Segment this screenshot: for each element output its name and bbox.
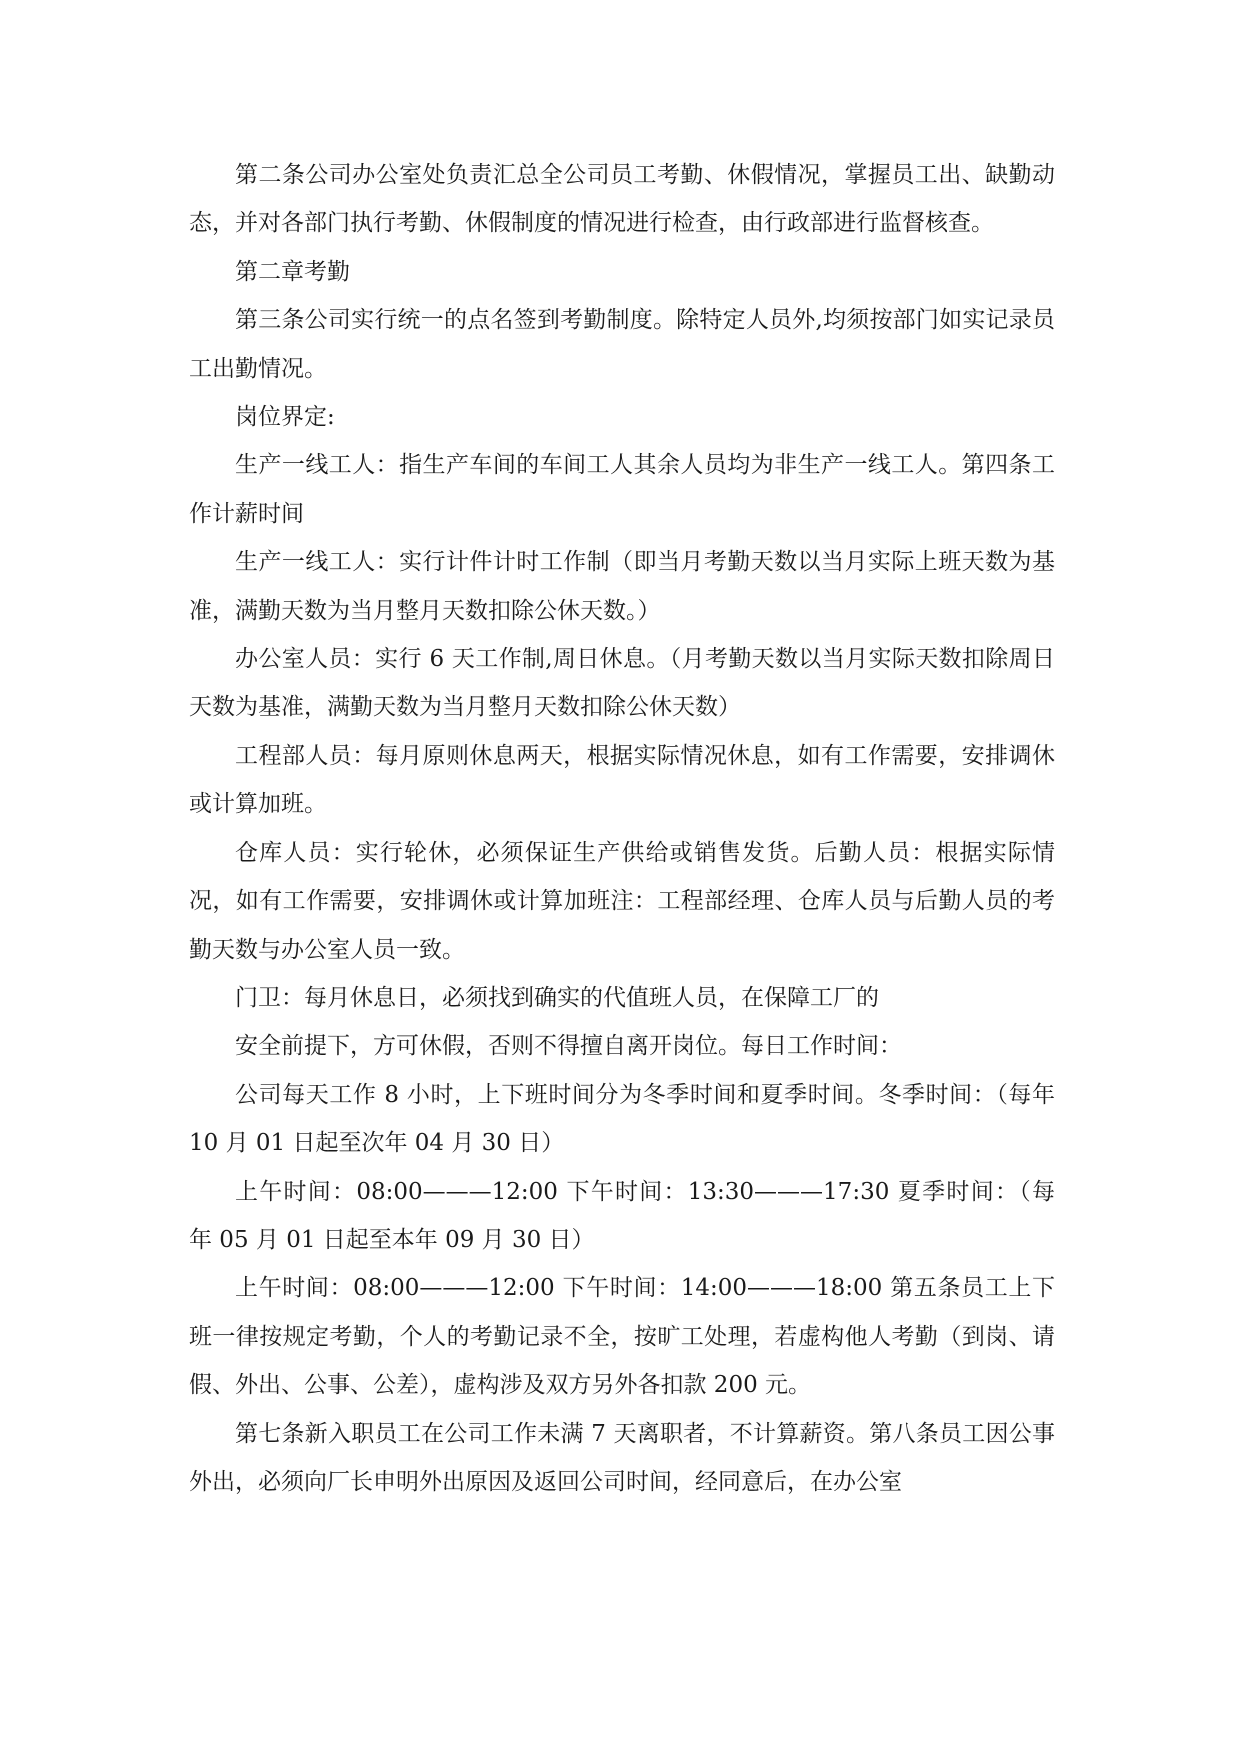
document-page [189,151,1055,1506]
paragraph-guard-continued: 安全前提下，方可休假，否则不得擅自离开岗位。每日工作时间： [235,1033,902,1060]
paragraph-article-2: 第二条公司办公室处负责汇总全公司员工考勤、休假情况，掌握员工出、缺勤动态，并对各部门执行考勤、休假制度的情况进行检查，由行政部进行监督核查。 [189,162,1055,237]
paragraph-position-definition: 岗位界定: [235,404,335,431]
paragraph-article-7-8: 第七条新入职员工在公司工作未满 7 天离职者，不计算薪资。第八条员工因公事外出，必须向厂长申明外出原因及返回公司时间，经同意后，在办公室 [189,1420,1055,1495]
paragraph-warehouse-logistics: 仓库人员：实行轮休，必须保证生产供给或销售发货。后勤人员：根据实际情况，如有工作需要，安排调休或计算加班注：工程部经理、仓库人员与后勤人员的考勤天数与办公室人员一致。 [189,839,1055,963]
paragraph-guard: 门卫：每月休息日，必须找到确实的代值班人员，在保障工厂的 [235,984,879,1011]
paragraph-production-workers-schedule: 生产一线工人：实行计件计时工作制（即当月考勤天数以当月实际上班天数为基准，满勤天数为当月整月天数扣除公休天数。） [189,549,1055,624]
paragraph-working-hours: 公司每天工作 8 小时，上下班时间分为冬季时间和夏季时间。冬季时间：（每年 10 月 01 日起至次年 04 月 30 日） [189,1081,1055,1157]
paragraph-winter-hours: 上午时间：08:00———12:00 下午时间：13:30———17:30 夏季时间：（每年 05 月 01 日起至本年 09 月 30 日） [189,1178,1055,1253]
paragraph-engineering-staff: 工程部人员：每月原则休息两天，根据实际情况休息，如有工作需要，安排调休或计算加班。 [189,742,1055,818]
paragraph-summer-hours-article-5: 上午时间：08:00———12:00 下午时间：14:00———18:00 第五条员工上下班一律按规定考勤，个人的考勤记录不全，按旷工处理，若虚构他人考勤（到岗、请假、外出、公事、公差），虚构涉及双方另外各扣款 200 元。 [189,1275,1055,1399]
chapter-heading-attendance: 第二章考勤 [235,258,350,285]
paragraph-article-3: 第三条公司实行统一的点名签到考勤制度。除特定人员外,均须按部门如实记录员工出勤情况。 [189,307,1055,382]
paragraph-office-staff: 办公室人员：实行 6 天工作制,周日休息。（月考勤天数以当月实际天数扣除周日天数为基准，满勤天数为当月整月天数扣除公休天数） [189,646,1055,721]
paragraph-production-workers-definition: 生产一线工人：指生产车间的车间工人其余人员均为非生产一线工人。第四条工作计薪时间 [189,452,1055,527]
